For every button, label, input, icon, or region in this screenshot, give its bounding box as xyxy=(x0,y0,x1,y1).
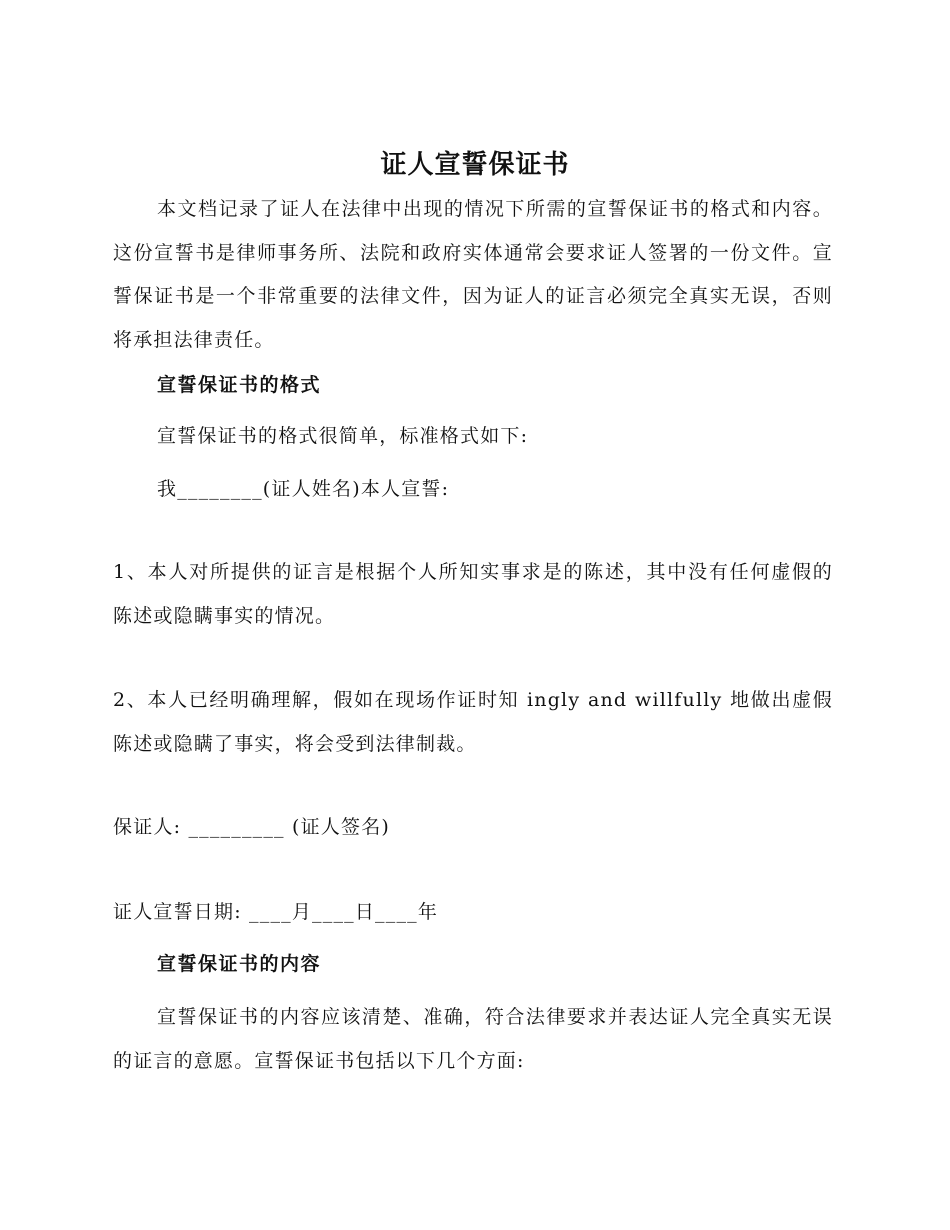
guarantor-signature-line: 保证人: _________ (证人签名) xyxy=(113,816,391,838)
section-heading-content: 宣誓保证书的内容 xyxy=(157,953,322,975)
content-description: 宣誓保证书的内容应该清楚、准确，符合法律要求并表达证人完全真实无误的证言的意愿。宣誓保证书包括以下几个方面: xyxy=(113,1006,833,1072)
oath-line: 我________(证人姓名)本人宣誓: xyxy=(157,478,450,500)
format-description: 宣誓保证书的格式很简单，标准格式如下: xyxy=(157,425,529,447)
oath-item-2: 2、本人已经明确理解，假如在现场作证时知 ingly and willfully 地做出虚假陈述或隐瞒了事实，将会受到法律制裁。 xyxy=(113,689,833,755)
document-title: 证人宣誓保证书 xyxy=(380,150,570,180)
section-heading-format: 宣誓保证书的格式 xyxy=(157,374,322,396)
oath-item-1: 1、本人对所提供的证言是根据个人所知实事求是的陈述，其中没有任何虚假的陈述或隐瞒事实的情况。 xyxy=(113,561,833,627)
intro-paragraph: 本文档记录了证人在法律中出现的情况下所需的宣誓保证书的格式和内容。这份宣誓书是律师事务所、法院和政府实体通常会要求证人签署的一份文件。宣誓保证书是一个非常重要的法律文件，因为证人的证言必须完全真实无误，否则将承担法律责任。 xyxy=(113,198,833,351)
oath-date-line: 证人宣誓日期: ____月____日____年 xyxy=(113,901,439,923)
